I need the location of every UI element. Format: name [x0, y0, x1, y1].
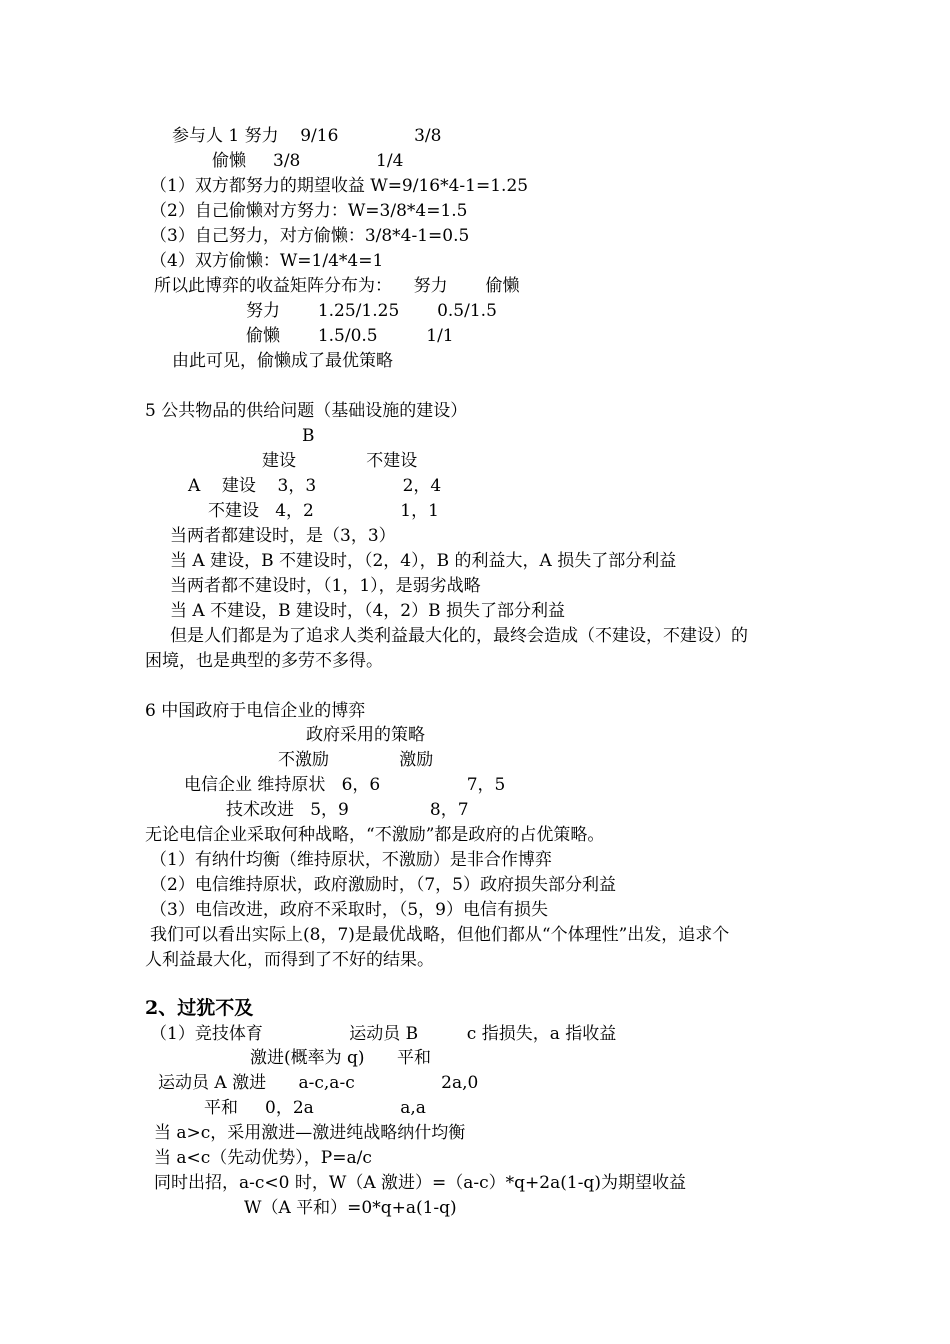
line-item-1: （1）双方都努力的期望收益 W=9/16*4-1=1.25	[150, 176, 529, 196]
line-gov-strategy: 政府采用的策略	[306, 725, 425, 745]
line-telecom-improve: 技术改进 5，9 8，7	[226, 800, 469, 820]
line-case-none-build: 当两者都不建设时，（1，1），是弱劣战略	[170, 576, 481, 596]
line-paragraph-2: 困境，也是典型的多劳不多得。	[145, 651, 383, 671]
line-matrix-intro: 所以此博弈的收益矩阵分布为： 努力 偷懒	[154, 276, 520, 296]
line-expected-aggressive: 同时出招，a-c<0 时，W（A 激进）=（a-c）*q+2a(1-q)为期望收益	[154, 1173, 686, 1193]
line-point-2: （2）电信维持原状，政府激励时，（7，5）政府损失部分利益	[150, 875, 616, 895]
line-sports-title: （1）竞技体育 运动员 B c 指损失，a 指收益	[150, 1024, 617, 1044]
line-case-both-build: 当两者都建设时，是（3，3）	[170, 526, 396, 546]
line-item-4: （4）双方偷懒：W=1/4*4=1	[150, 251, 384, 271]
line-summary-1: 我们可以看出实际上(8，7)是最优战略，但他们都从“个体理性”出发，追求个	[150, 925, 730, 945]
line-matrix-row-effort: 努力 1.25/1.25 0.5/1.5	[246, 301, 497, 321]
section-heading-2: 2、过犹不及	[145, 997, 254, 1019]
line-a-not-build: 不建设 4，2 1，1	[208, 501, 439, 521]
section-5-title: 5 公共物品的供给问题（基础设施的建设）	[145, 401, 468, 421]
line-a-build: A 建设 3，3 2，4	[188, 476, 442, 496]
line-point-3: （3）电信改进，政府不采取时，（5，9）电信有损失	[150, 900, 548, 920]
line-telecom-maintain: 电信企业 维持原状 6，6 7，5	[184, 775, 506, 795]
line-case-b-build: 当 A 不建设，B 建设时，（4，2）B 损失了部分利益	[170, 601, 566, 621]
line-a-peaceful: 平和 0，2a a,a	[204, 1098, 426, 1118]
line-point-1: （1）有纳什均衡（维持原状，不激励）是非合作博弈	[150, 850, 552, 870]
line-case-a-build: 当 A 建设，B 不建设时，（2，4），B 的利益大，A 损失了部分利益	[170, 551, 677, 571]
line-dominant-strategy: 无论电信企业采取何种战略，“不激励”都是政府的占优策略。	[145, 825, 605, 845]
section-6-title: 6 中国政府于电信企业的博弈	[145, 701, 366, 721]
line-case-a-lt-c: 当 a<c（先动优势），P=a/c	[154, 1148, 372, 1168]
line-player-b: B	[302, 426, 315, 446]
line-item-3: （3）自己努力，对方偷懒：3/8*4-1=0.5	[150, 226, 470, 246]
line-participant1-effort: 参与人 1 努力 9/16 3/8	[172, 126, 442, 146]
line-b-strategies: 建设 不建设	[262, 451, 418, 471]
line-matrix-row-lazy: 偷懒 1.5/0.5 1/1	[246, 326, 454, 346]
line-case-a-gt-c: 当 a>c，采用激进—激进纯战略纳什均衡	[154, 1123, 466, 1143]
line-gov-options: 不激励 激励	[278, 750, 434, 770]
line-b-options: 激进(概率为 q) 平和	[250, 1048, 431, 1068]
line-conclusion: 由此可见，偷懒成了最优策略	[172, 351, 393, 371]
line-item-2: （2）自己偷懒对方努力：W=3/8*4=1.5	[150, 201, 468, 221]
line-participant1-lazy: 偷懒 3/8 1/4	[212, 151, 404, 171]
line-paragraph-1: 但是人们都是为了追求人类利益最大化的，最终会造成（不建设，不建设）的	[170, 626, 748, 646]
line-expected-peaceful: W（A 平和）=0*q+a(1-q)	[244, 1198, 457, 1218]
line-summary-2: 人利益最大化，而得到了不好的结果。	[145, 950, 434, 970]
line-a-aggressive: 运动员 A 激进 a-c,a-c 2a,0	[158, 1073, 479, 1093]
